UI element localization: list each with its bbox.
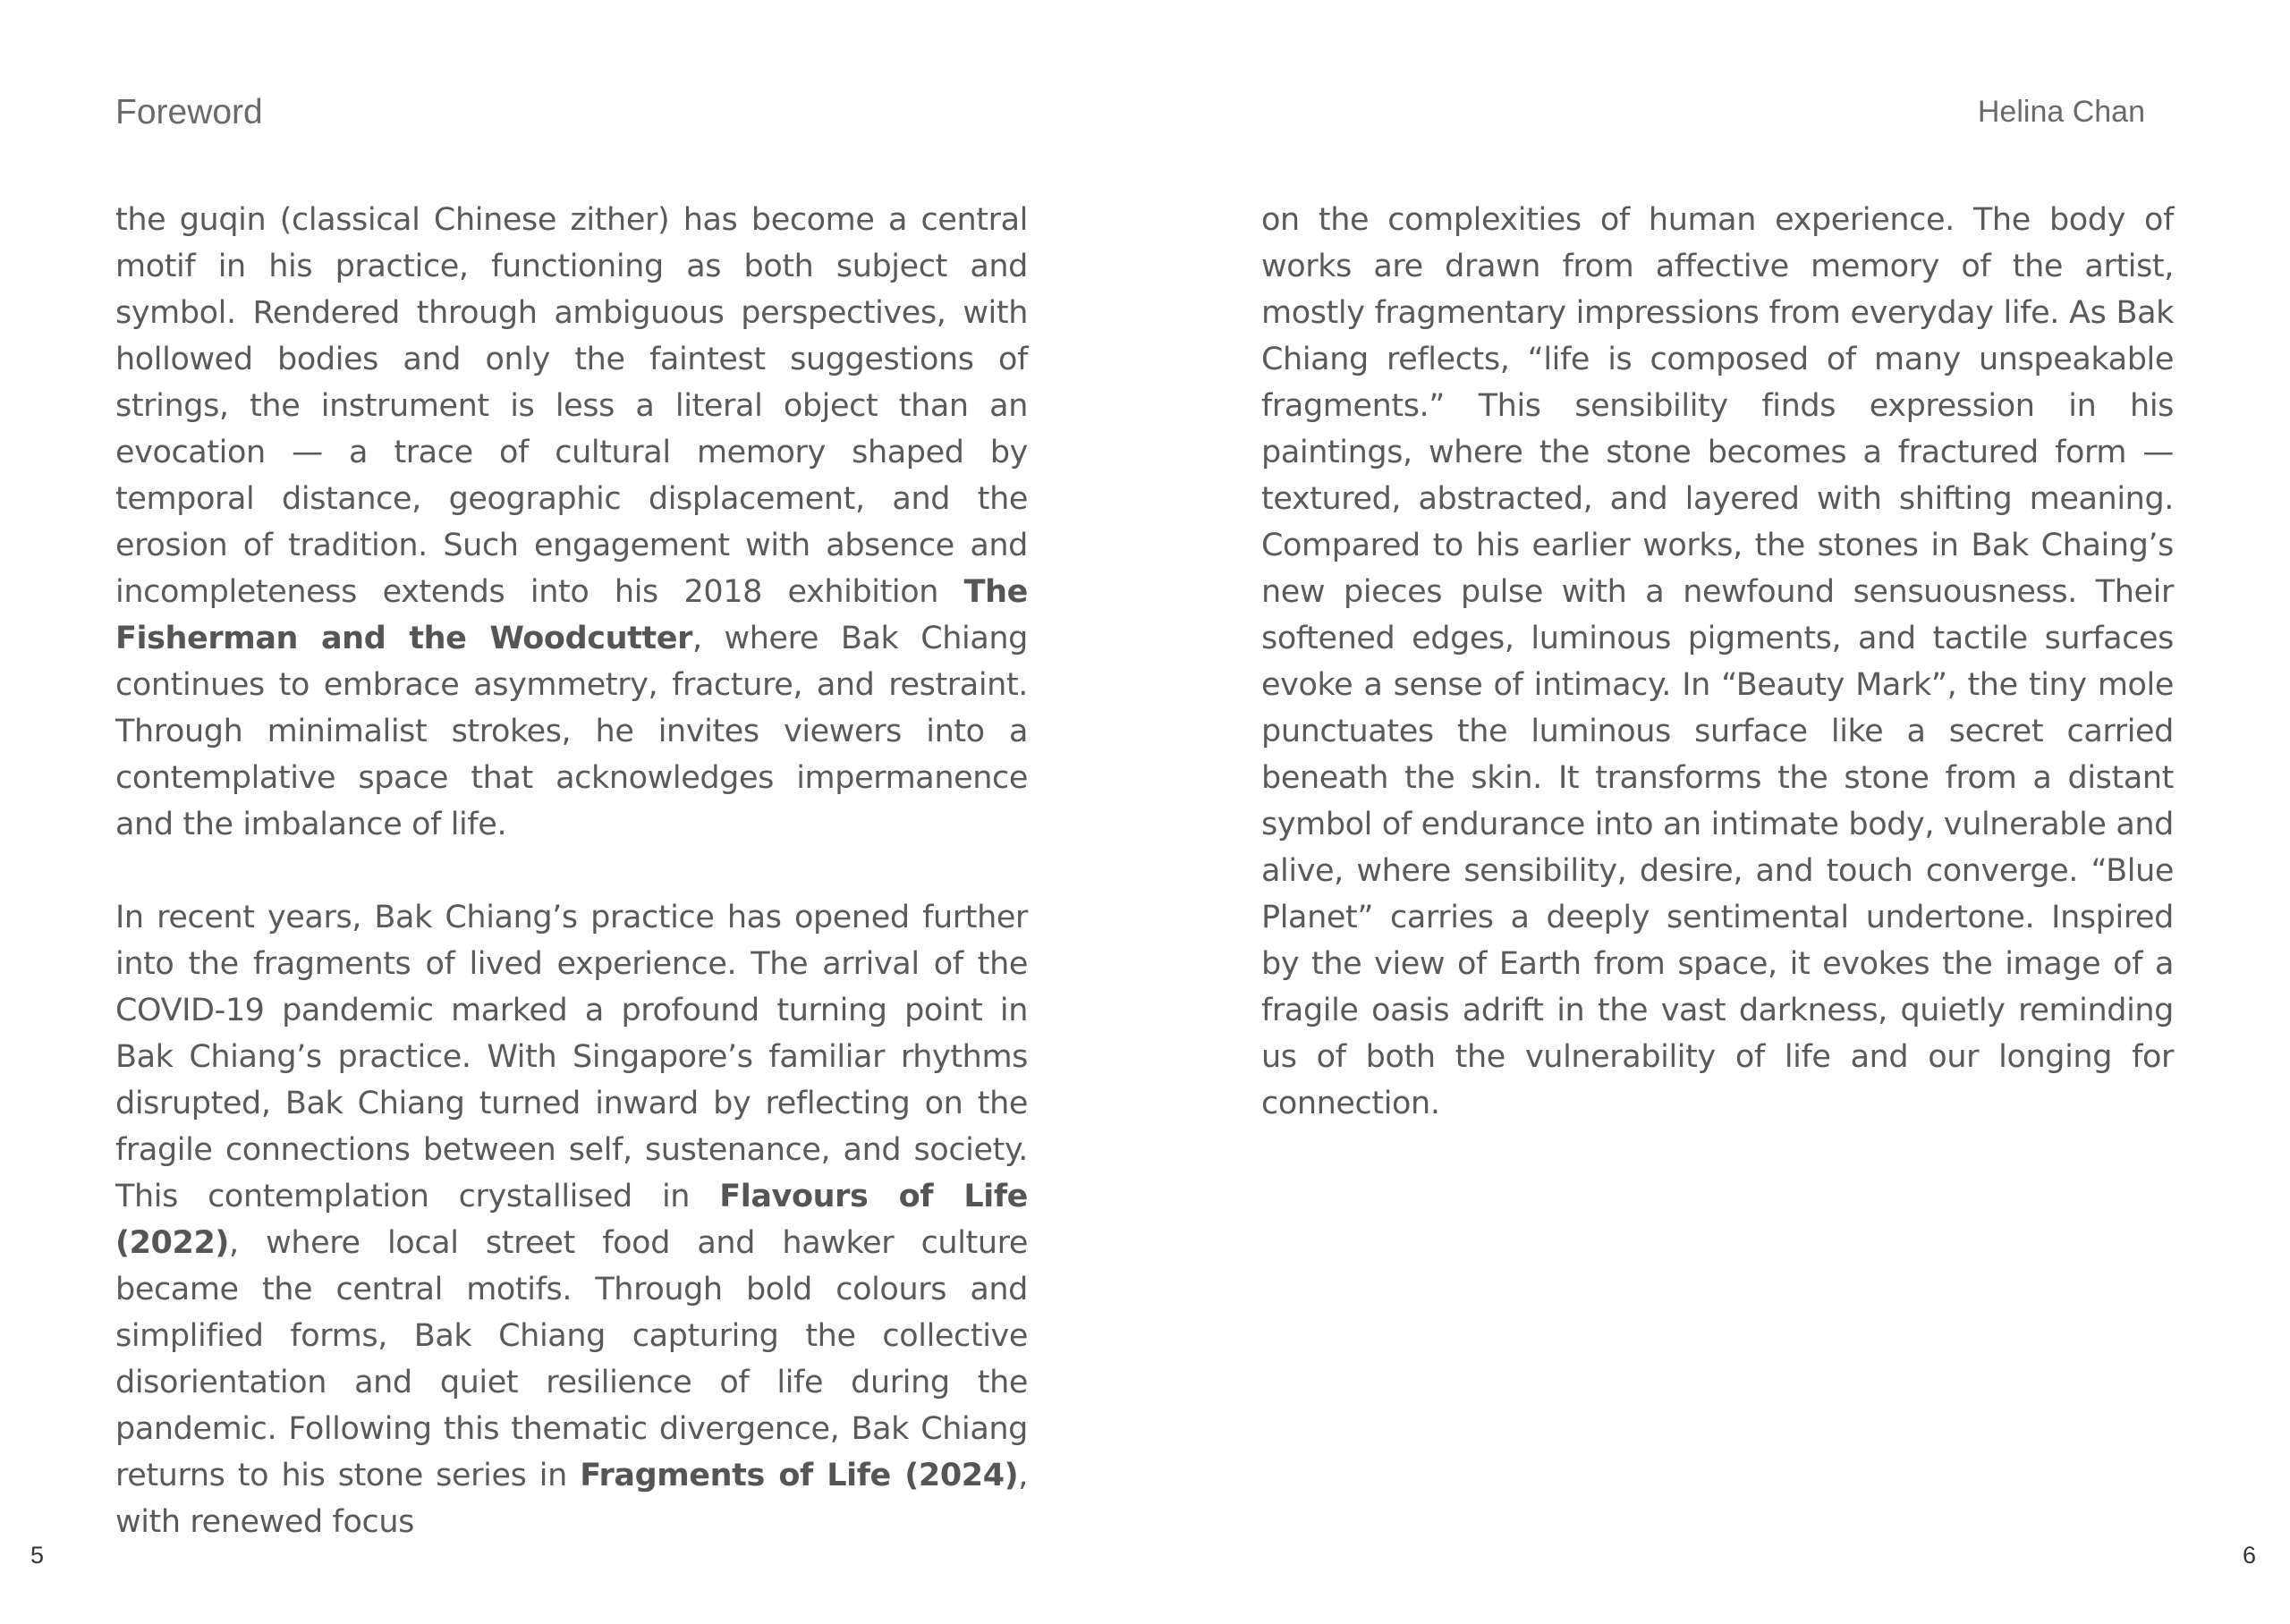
page-number-right: 6 — [2242, 1542, 2256, 1569]
page-number-left: 5 — [30, 1542, 45, 1569]
section-title: Foreword — [115, 93, 263, 131]
left-column — [115, 197, 1028, 1592]
author-name: Helina Chan — [1977, 95, 2145, 129]
text-run: , where Bak Chiang continues to embrace asymmetry, fracture, and restraint. Through minimalist strokes, he invites viewers into a contemplative space that acknowledges impermanence and the imbalance of life. — [115, 621, 1028, 842]
text-run: , where local street food and hawker culture became the central motifs. Through bold colours and simplified forms, Bak Chiang capturing the collective disorientation and quiet resilience of life during the pandemic. Following this thematic divergence, Bak Chiang returns to his stone series in — [115, 1225, 1028, 1493]
exhibition-title-flavours: Flavours of Life (2022) — [115, 1179, 1028, 1261]
text-run: In recent years, Bak Chiang’s practice has opened further into the fragments of lived experience. The arrival of the COVID-19 pandemic marked a profound turning point in Bak Chiang’s practice. With Singapore’s familiar rhythms disrupted, Bak Chiang turned inward by reflecting on the fragile connections between self, sustenance, and society. This contemplation crystallised in — [115, 900, 1028, 1214]
left-paragraph-1 — [115, 197, 1028, 848]
left-paragraph-2 — [115, 894, 1028, 1545]
exhibition-title-fisherman: The Fisherman and the Woodcutter — [115, 574, 1028, 656]
text-run: , with renewed focus — [115, 1458, 1029, 1540]
exhibition-title-fragments: Fragments of Life (2024) — [580, 1458, 1019, 1493]
right-paragraph-1: on the complexities of human experience. The body of works are drawn from affective memory of the artist, mostly fragmentary impressions from everyday life. As Bak Chiang reflects, “life is composed of many unspeakable fragments.” This sensibility finds expression in his paintings, where the stone becomes a fractured form — textured, abstracted, and layered with shifting meaning. Compared to his earlier works, the stones in Bak Chaing’s new pieces pulse with a newfound sensuousness. Their softened edges, luminous pigments, and tactile surfaces evoke a sense of intimacy. In “Beauty Mark”, the tiny mole punctuates the luminous surface like a secret carried beneath the skin. It transforms the stone from a distant symbol of endurance into an intimate body, vulnerable and alive, where sensibility, desire, and touch converge. “Blue Planet” carries a deeply sentimental undertone. Inspired by the view of Earth from space, it evokes the image of a fragile oasis adrift in the vast darkness, quietly reminding us of both the vulnerability of life and our longing for connection. — [1261, 202, 2174, 1121]
right-column — [1261, 197, 2174, 1173]
text-run: the guqin (classical Chinese zither) has become a central motif in his practice, functioning as both subject and symbol. Rendered through ambiguous perspectives, with hollowed bodies and only the faintest suggestions of strings, the instrument is less a literal object than an evocation — a trace of cultural memory shaped by temporal distance, geographic displacement, and the erosion of tradition. Such engagement with absence and incompleteness extends into his 2018 exhibition — [115, 202, 1028, 610]
